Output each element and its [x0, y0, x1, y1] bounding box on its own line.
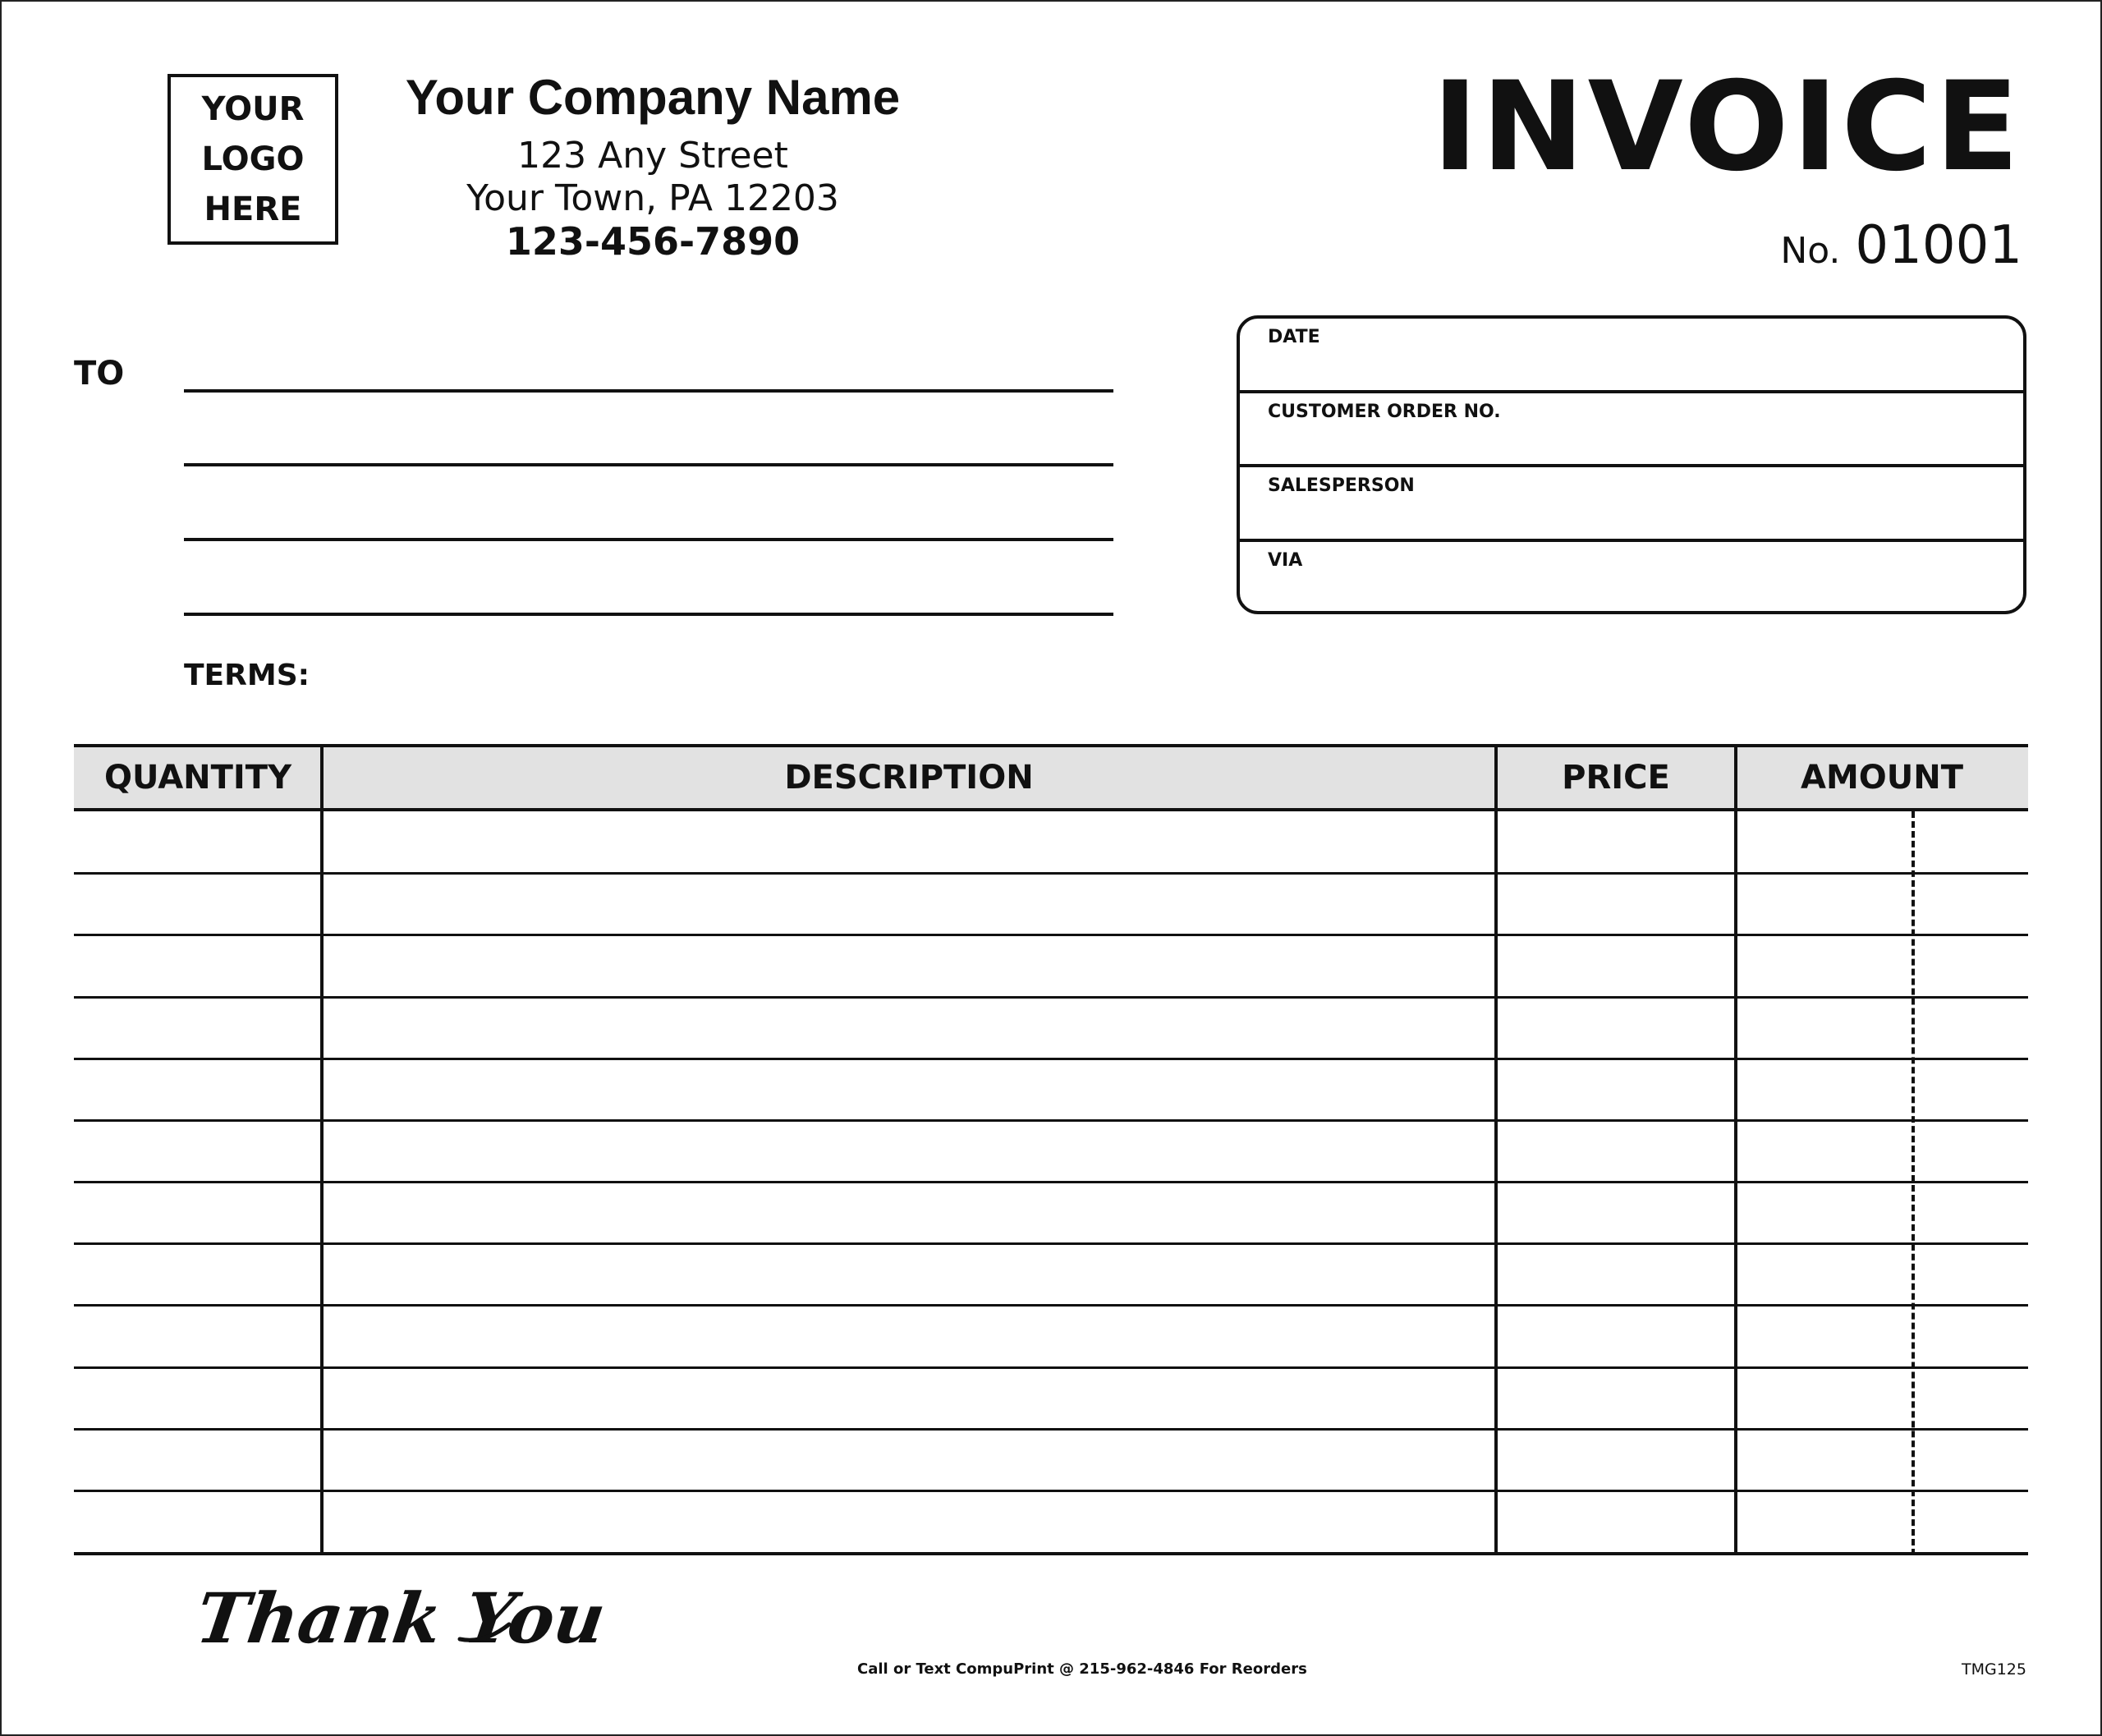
- table-row-line: [74, 1242, 2028, 1245]
- table-row-line: [74, 934, 2028, 936]
- quantity-column-header: QUANTITY: [103, 759, 292, 797]
- via-field[interactable]: [1240, 542, 2023, 617]
- company-name: Your Company Name: [405, 70, 901, 125]
- line-items-table: [74, 744, 2028, 1555]
- thank-you-text: Thank You: [191, 1578, 611, 1659]
- table-row-line: [74, 1119, 2028, 1122]
- table-row-line: [74, 1366, 2028, 1369]
- amount-cents-divider: [1912, 811, 1915, 1555]
- company-town: Your Town, PA 12203: [466, 177, 839, 219]
- column-divider: [320, 747, 324, 1555]
- logo-line: HERE: [204, 190, 302, 228]
- reorder-notice: Call or Text CompuPrint @ 215-962-4846 For Reorders: [857, 1660, 1307, 1678]
- customer-order-no-field[interactable]: [1240, 393, 2023, 468]
- table-row-line: [74, 1490, 2028, 1492]
- salesperson-label: SALESPERSON: [1268, 475, 1415, 496]
- date-label: DATE: [1268, 327, 1320, 347]
- invoice-title: INVOICE: [1432, 56, 2022, 199]
- company-street: 123 Any Street: [517, 135, 788, 177]
- amount-column-header: AMOUNT: [1800, 759, 1963, 797]
- table-row-line: [74, 1428, 2028, 1431]
- table-row-line: [74, 1304, 2028, 1307]
- table-row-line: [74, 1181, 2028, 1183]
- price-column-header: PRICE: [1562, 759, 1670, 797]
- to-address-line-3[interactable]: [184, 538, 1113, 541]
- order-info-box: [1237, 315, 2026, 614]
- form-code: TMG125: [1962, 1660, 2026, 1679]
- to-label: TO: [74, 355, 125, 393]
- logo-line: LOGO: [201, 140, 305, 178]
- company-phone: 123-456-7890: [505, 219, 801, 264]
- invoice-number-label: No.: [1780, 230, 1841, 272]
- column-divider: [1734, 747, 1737, 1555]
- description-column-header: DESCRIPTION: [784, 759, 1034, 797]
- table-row-line: [74, 996, 2028, 999]
- salesperson-field[interactable]: [1240, 467, 2023, 542]
- column-divider: [1494, 747, 1498, 1555]
- thank-you-signature: [189, 1560, 611, 1683]
- table-row-line: [74, 1552, 2028, 1555]
- to-address-line-2[interactable]: [184, 463, 1113, 466]
- table-row-line: [74, 872, 2028, 875]
- invoice-number-value: 01001: [1855, 215, 2022, 276]
- logo-placeholder: [168, 74, 338, 245]
- table-row-line: [74, 1058, 2028, 1060]
- to-address-line-4[interactable]: [184, 613, 1113, 616]
- logo-line: YOUR: [201, 90, 305, 128]
- terms-label: TERMS:: [184, 659, 310, 692]
- invoice-number: [1780, 215, 2022, 276]
- to-address-line-1[interactable]: [184, 389, 1113, 393]
- customer-order-no-label: CUSTOMER ORDER NO.: [1268, 401, 1501, 422]
- date-field[interactable]: [1240, 319, 2023, 393]
- via-label: VIA: [1268, 549, 1303, 571]
